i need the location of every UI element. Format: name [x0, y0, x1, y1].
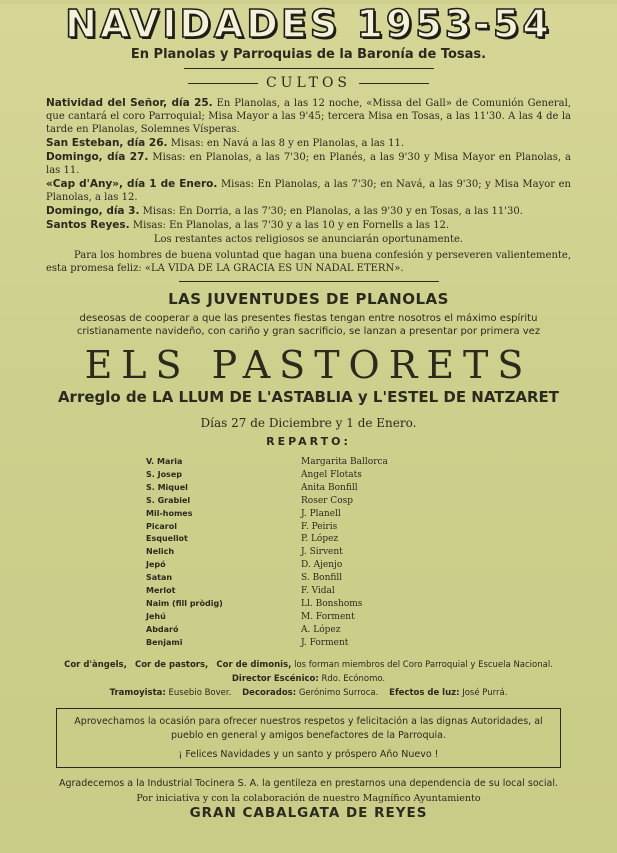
cast-role: S. Grabiel: [146, 495, 191, 505]
cast-actor: D. Ajenjo: [301, 560, 343, 571]
choirs-line: Cor d'àngels, Cor de pastors, Cor de dimonis, los forman miembros del Coro Parroquial y Escuela Nacional.: [64, 659, 553, 670]
cast-actor: S. Bonfill: [301, 573, 343, 584]
cast-actor: Angel Flotats: [301, 469, 362, 480]
cast-actor: F. Vidal: [301, 586, 335, 597]
cast-roles: [146, 456, 301, 650]
thanks-line: Agradecemos a la Industrial Tocinera S. A. la gentileza en prestarnos una dependencia de su local social.: [59, 777, 558, 789]
cast-actor: Roser Cosp: [301, 495, 353, 506]
culto-item: San Esteban, día 26. Misas: en Navá a las 8 y en Planolas, a las 11.: [46, 137, 404, 149]
cast-heading: REPARTO:: [266, 435, 351, 448]
poster-title: NAVIDADES 1953-54: [65, 2, 552, 46]
initiative-line: Por iniciativa y con la colaboración de nuestro Magnífico Ayuntamiento: [136, 792, 481, 804]
cast-role: Esquellot: [146, 534, 188, 544]
greeting-box-text: Aprovechamos la ocasión para ofrecer nuestros respetos y felicitación a las dignas Autoridades, al pueblo en general y amigos benefactores de la Parroquia.: [74, 715, 543, 741]
cast-role: S. Josep: [146, 469, 182, 479]
cast-role: V. Maria: [146, 457, 183, 466]
play-dates: Días 27 de Diciembre y 1 de Enero.: [200, 416, 417, 430]
cast-role: Merlot: [146, 586, 176, 596]
culto-item: Natividad del Señor, día 25. En Planolas, a las 12 noche, «Missa del Gall» de Comunión General, que cantará el coro Parroquial; Misa Mayor a las 9'45; tercera Misa en Tosas, a las 11'30. A las 4 de la tarde en Planolas, Solemnes Vísperas.: [46, 97, 571, 135]
divider: [179, 281, 439, 282]
divider: [188, 83, 258, 84]
greeting-box: [56, 708, 561, 768]
cast-role: Nelich: [146, 547, 175, 557]
cabalgata-title: GRAN CABALGATA DE REYES: [189, 804, 428, 821]
cast-role: Picarol: [146, 521, 177, 531]
cast-role: Abdaró: [146, 624, 179, 634]
cast-actor: F. Peiris: [301, 521, 338, 532]
cast-role: Satan: [146, 573, 173, 583]
poster-subtitle: En Planolas y Parroquias de la Baronía de Tosas.: [130, 47, 487, 62]
cast-list: [46, 456, 571, 650]
cast-actor: J. Planell: [301, 508, 341, 519]
cast-actor: J. Sirvent: [301, 547, 343, 558]
cast-actor: M. Forment: [301, 611, 355, 622]
cast-role: Naim (fill pròdig): [146, 598, 223, 608]
cultos-list: [46, 97, 571, 275]
crew-line: Tramoyista: Eusebio Bover. Decorados: Gerónimo Surroca. Efectos de luz: José Purrá.: [109, 687, 508, 698]
juventudes-intro: deseosas de cooperar a que las presentes fiestas tengan entre nosotros el máximo espíritu cristianamente navideño, con cariño y gran sacrificio, se lanzan a presentar por primera vez: [76, 313, 541, 337]
cast-role: Mil-homes: [146, 508, 193, 518]
divider: [359, 83, 429, 84]
cast-actor: Anita Bonfill: [301, 482, 358, 493]
culto-item: Domingo, día 27. Misas: en Planolas, a las 7'30; en Planés, a las 9'30 y Misa Mayor en Planolas, a las 11.: [46, 151, 571, 176]
cast-actor: Ll. Bonshoms: [301, 598, 363, 609]
greeting-box-wish: ¡ Felices Navidades y un santo y próspero Año Nuevo !: [178, 748, 439, 760]
cast-actor: J. Forment: [301, 637, 349, 648]
promesa-text: Para los hombres de buena voluntad que hagan una buena confesión y perseveren valientemente, esta promesa feliz: «LA VIDA DE LA GRACIA ES UN NADAL ETERN».: [46, 250, 571, 274]
section-title-cultos: CULTOS: [265, 75, 352, 91]
culto-item: Santos Reyes. Misas: En Planolas, a las 7'30 y a las 10 y en Fornells a las 12.: [46, 219, 450, 231]
culto-item: «Cap d'Any», día 1 de Enero. Misas: En Planolas, a las 7'30; en Navá, a las 9'30; y Misa Mayor en Planolas, a las 12.: [46, 178, 571, 203]
restantes-note: Los restantes actos religiosos se anunciarán oportunamente.: [153, 234, 464, 245]
cast-role: S. Miquel: [146, 482, 188, 492]
cast-actors: [301, 456, 388, 650]
cast-role: Benjami: [146, 637, 183, 647]
divider: [184, 68, 434, 69]
juventudes-title: LAS JUVENTUDES DE PLANOLAS: [168, 290, 449, 308]
play-title: ELS PASTORETS: [84, 343, 533, 387]
cast-actor: P. López: [301, 534, 339, 545]
cast-role: Jepó: [146, 560, 166, 570]
culto-item: Domingo, día 3. Misas: En Dorria, a las 7'30; en Planolas, a las 9'30 y en Tosas, a las 11'30.: [46, 205, 523, 217]
director-line: Director Escénico: Rdo. Ecónomo.: [231, 673, 386, 684]
play-arrangement: Arreglo de LA LLUM DE L'ASTABLIA y L'ESTEL DE NATZARET: [57, 388, 560, 406]
cast-role: Jehú: [146, 611, 166, 621]
cultos-header: [46, 75, 571, 91]
cast-actor: A. López: [301, 624, 341, 635]
cast-actor: Margarita Ballorca: [301, 457, 388, 467]
poster: [0, 4, 617, 853]
